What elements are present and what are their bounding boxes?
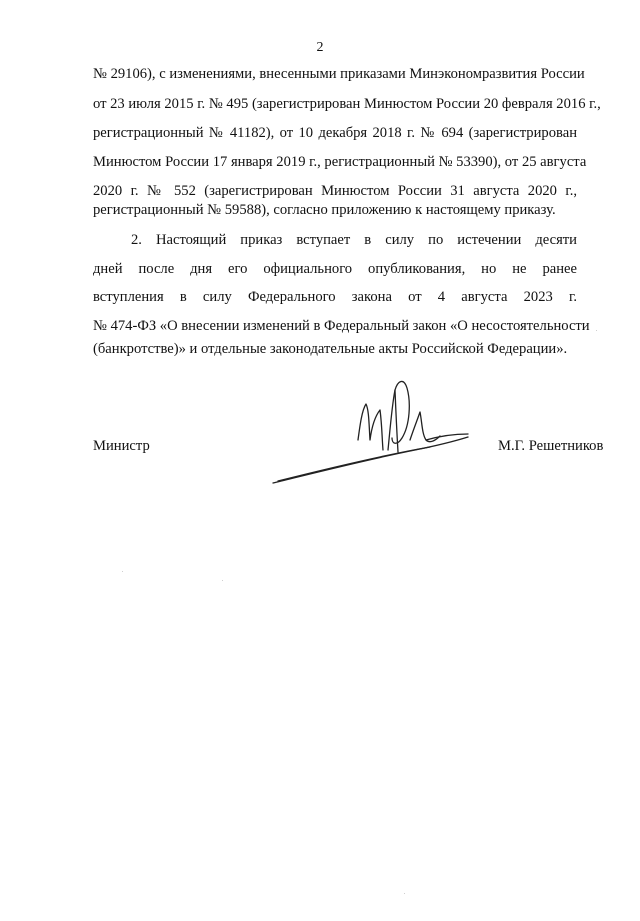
body-line-8: дней после дня его официального опубликования, но не ранее [93,261,577,277]
body-line-11: (банкротстве)» и отдельные законодательные акты Российской Федерации». [93,341,568,357]
body-line-4: Минюстом России 17 января 2019 г., регистрационный № 53390), от 25 августа [93,154,587,170]
body-line-6: регистрационный № 59588), согласно приложению к настоящему приказу. [93,202,556,218]
body-line-9: вступления в силу Федерального закона от 4 августа 2023 г. [93,289,577,305]
signer-name: М.Г. Решетников [498,438,604,454]
scan-speck [404,893,405,894]
scan-speck [222,580,223,581]
body-line-3: регистрационный № 41182), от 10 декабря 2018 г. № 694 (зарегистрирован [93,125,577,141]
body-line-5: 2020 г. № 552 (зарегистрирован Минюстом России 31 августа 2020 г., [93,183,577,199]
page-number: 2 [316,40,324,55]
minister-title: Министр [93,438,150,454]
scan-speck [596,330,597,331]
body-line-7: 2. Настоящий приказ вступает в силу по истечении десяти [131,232,577,248]
scan-speck [122,571,123,572]
body-line-1: № 29106), с изменениями, внесенными приказами Минэкономразвития России [93,66,585,82]
body-line-10: № 474-ФЗ «О внесении изменений в Федеральный закон «О несостоятельности [93,318,590,334]
handwritten-signature [270,370,480,490]
body-line-2: от 23 июля 2015 г. № 495 (зарегистрирован Минюстом России 20 февраля 2016 г., [93,96,601,112]
